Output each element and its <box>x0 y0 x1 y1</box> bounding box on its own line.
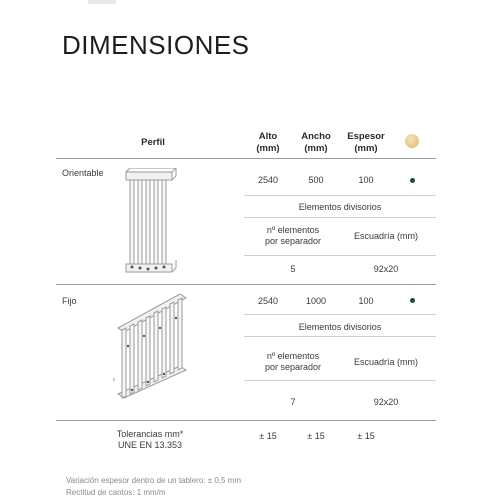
row1-status-dot <box>410 178 415 183</box>
tolerances-label-line1: Tolerancias mm* <box>116 429 184 439</box>
row1-escuadria-value: 92x20 <box>373 264 399 274</box>
header-espesor-line1: Espesor <box>347 131 385 142</box>
header-alto <box>248 131 288 155</box>
orientable-profile-drawing <box>120 168 180 280</box>
row2-alto: 2540 <box>257 296 279 306</box>
chevron-right-icon: › <box>112 375 116 385</box>
header-ancho-line1: Ancho <box>301 131 331 142</box>
row2-status-dot <box>410 298 415 303</box>
page-title: DIMENSIONES <box>62 30 250 60</box>
header-ancho-line2: (mm) <box>304 143 328 154</box>
header-perfil: Perfil <box>141 137 165 148</box>
fijo-profile-drawing <box>108 290 194 412</box>
row2-escuadria-label: Escuadría (mm) <box>353 357 418 367</box>
divider <box>244 195 436 196</box>
header-alto-line2: (mm) <box>256 143 280 154</box>
top-bar <box>0 0 500 6</box>
divider <box>244 255 436 256</box>
row1-elementos-divisorios: Elementos divisorios <box>298 202 382 212</box>
header-alto-line1: Alto <box>258 131 278 142</box>
row1-n-elementos-line1: nº elementos <box>266 225 320 235</box>
tolerance-espesor: ± 15 <box>357 431 375 441</box>
divider <box>244 217 436 218</box>
row2-n-elementos-line2: por separador <box>264 362 322 372</box>
row1-escuadria-label: Escuadría (mm) <box>353 231 418 241</box>
row2-ancho: 1000 <box>305 296 327 306</box>
row1-alto: 2540 <box>257 175 279 185</box>
row2-espesor: 100 <box>358 296 374 306</box>
row2-n-elementos-line1: nº elementos <box>266 351 320 361</box>
divider <box>244 380 436 381</box>
divider <box>244 336 436 337</box>
tolerance-alto: ± 15 <box>259 431 277 441</box>
tolerance-ancho: ± 15 <box>307 431 325 441</box>
tolerances-label-line2: UNE EN 13.353 <box>117 440 183 450</box>
header-espesor-line2: (mm) <box>354 143 378 154</box>
divider <box>56 420 436 421</box>
row2-n-elementos-label <box>248 351 338 373</box>
row1-n-elementos-label <box>248 225 338 247</box>
row1-n-elementos-value: 5 <box>290 264 296 274</box>
row-label-fijo: Fijo <box>62 296 77 306</box>
row1-n-elementos-line2: por separador <box>264 236 322 246</box>
row2-n-elementos-value: 7 <box>290 397 296 407</box>
wood-swatch-icon <box>405 134 419 148</box>
footnote-straightness: Rectitud de cantos: 1 mm/m <box>66 488 166 497</box>
row2-elementos-divisorios: Elementos divisorios <box>298 322 382 332</box>
row2-escuadria-value: 92x20 <box>373 397 399 407</box>
divider <box>244 314 436 315</box>
tolerances-label <box>100 429 200 451</box>
top-tab <box>88 0 116 4</box>
header-ancho <box>294 131 338 155</box>
row1-ancho: 500 <box>308 175 324 185</box>
divider <box>56 158 436 159</box>
row1-espesor: 100 <box>358 175 374 185</box>
divider <box>56 284 436 285</box>
footnote-variation: Variación espesor dentro de un tablero: ± 0,5 mm <box>66 476 242 485</box>
header-espesor <box>338 131 394 155</box>
row-label-orientable: Orientable <box>62 168 104 178</box>
